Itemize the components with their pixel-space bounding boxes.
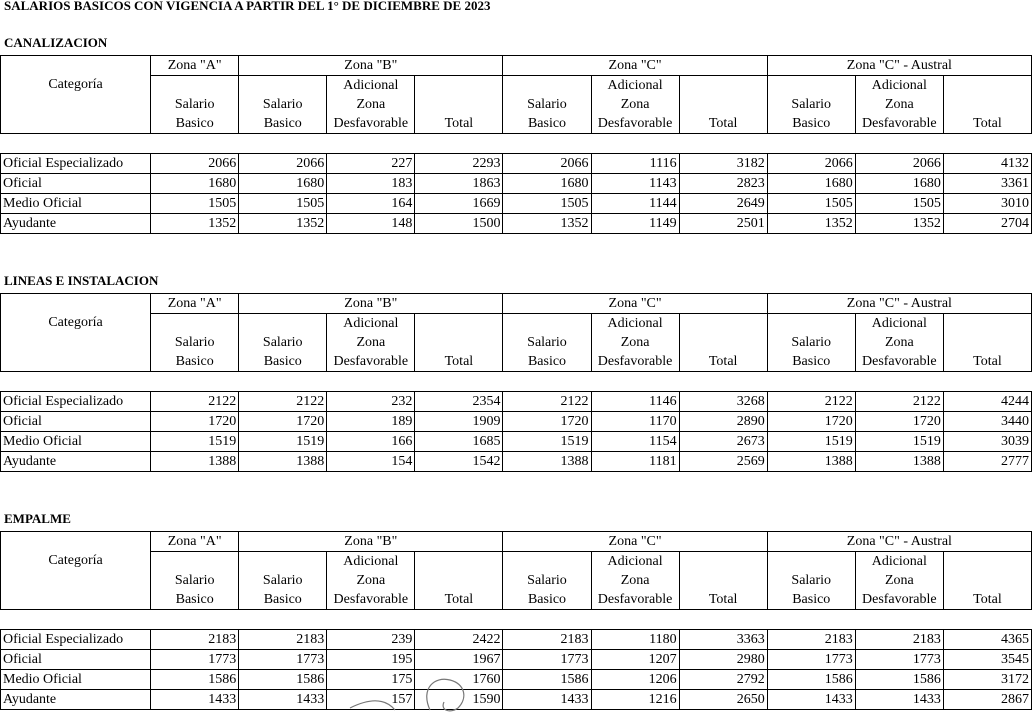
- section-title: CANALIZACION: [4, 35, 108, 50]
- zone-a-header: Zona "A": [151, 294, 239, 314]
- value-cell: 2066: [503, 154, 591, 174]
- value-cell: 1433: [855, 690, 943, 710]
- subheader-basico: Basico: [239, 352, 327, 372]
- value-cell: 1207: [591, 650, 679, 670]
- value-cell: 1206: [591, 670, 679, 690]
- value-cell: 2501: [679, 214, 767, 234]
- subheader-zona: Zona: [855, 333, 943, 352]
- subheader-empty: [503, 552, 591, 572]
- value-cell: 239: [327, 630, 415, 650]
- zone-c-header: Zona "C": [503, 532, 767, 552]
- value-cell: 1586: [503, 670, 591, 690]
- value-cell: 1388: [239, 452, 327, 472]
- subheader-empty: [415, 333, 503, 352]
- value-cell: 1388: [503, 452, 591, 472]
- zone-c-austral-header: Zona "C" - Austral: [767, 56, 1031, 76]
- subheader-total: Total: [679, 590, 767, 610]
- value-cell: 1773: [503, 650, 591, 670]
- value-cell: 1149: [591, 214, 679, 234]
- category-cell: Ayudante: [1, 214, 151, 234]
- subheader-basico: Basico: [767, 590, 855, 610]
- value-cell: 157: [327, 690, 415, 710]
- subheader-empty: [503, 76, 591, 96]
- value-cell: 154: [327, 452, 415, 472]
- table-row: [1, 432, 1032, 452]
- value-cell: 1720: [855, 412, 943, 432]
- value-cell: 1505: [767, 194, 855, 214]
- value-cell: 1586: [767, 670, 855, 690]
- value-cell: 2673: [679, 432, 767, 452]
- value-cell: 1680: [767, 174, 855, 194]
- category-cell: Oficial: [1, 174, 151, 194]
- subheader-zona: Zona: [327, 571, 415, 590]
- subheader-total: Total: [415, 114, 503, 134]
- value-cell: 2122: [239, 392, 327, 412]
- value-cell: 2867: [943, 690, 1031, 710]
- subheader-salario: Salario: [503, 571, 591, 590]
- value-cell: 1433: [239, 690, 327, 710]
- value-cell: 1586: [239, 670, 327, 690]
- subheader-salario: Salario: [151, 95, 239, 114]
- value-cell: 3039: [943, 432, 1031, 452]
- subheader-empty: [239, 552, 327, 572]
- subheader-desfavorable: Desfavorable: [327, 114, 415, 134]
- subheader-empty: [415, 552, 503, 572]
- table-row: [1, 630, 1032, 650]
- value-cell: 4132: [943, 154, 1031, 174]
- value-cell: 175: [327, 670, 415, 690]
- subheader-empty: [679, 76, 767, 96]
- value-cell: 1720: [151, 412, 239, 432]
- category-header: Categoría: [1, 56, 151, 134]
- subheader-empty: [767, 552, 855, 572]
- subheader-basico: Basico: [151, 590, 239, 610]
- value-cell: 1669: [415, 194, 503, 214]
- table-row: [1, 452, 1032, 472]
- subheader-adicional: Adicional: [591, 552, 679, 572]
- subheader-total: Total: [415, 590, 503, 610]
- subheader-desfavorable: Desfavorable: [855, 114, 943, 134]
- subheader-salario: Salario: [151, 333, 239, 352]
- subheader-salario: Salario: [151, 571, 239, 590]
- subheader-zona: Zona: [591, 95, 679, 114]
- subheader-empty: [415, 314, 503, 334]
- value-cell: 2066: [239, 154, 327, 174]
- subheader-basico: Basico: [503, 590, 591, 610]
- value-cell: 2183: [855, 630, 943, 650]
- category-cell: Medio Oficial: [1, 670, 151, 690]
- value-cell: 1352: [151, 214, 239, 234]
- category-cell: Ayudante: [1, 452, 151, 472]
- value-cell: 2649: [679, 194, 767, 214]
- salary-data-table: [0, 629, 1032, 710]
- subheader-empty: [679, 95, 767, 114]
- document-title: SALARIOS BASICOS CON VIGENCIA A PARTIR DEL 1° DE DICIEMBRE DE 2023: [4, 0, 491, 13]
- value-cell: 1720: [239, 412, 327, 432]
- category-cell: Oficial Especializado: [1, 154, 151, 174]
- subheader-empty: [679, 314, 767, 334]
- subheader-zona: Zona: [327, 95, 415, 114]
- subheader-desfavorable: Desfavorable: [855, 590, 943, 610]
- value-cell: 1720: [503, 412, 591, 432]
- value-cell: 2066: [767, 154, 855, 174]
- subheader-adicional: Adicional: [855, 552, 943, 572]
- value-cell: 2183: [239, 630, 327, 650]
- value-cell: 2354: [415, 392, 503, 412]
- subheader-empty: [503, 314, 591, 334]
- subheader-basico: Basico: [239, 590, 327, 610]
- value-cell: 1680: [151, 174, 239, 194]
- subheader-basico: Basico: [503, 114, 591, 134]
- value-cell: 3361: [943, 174, 1031, 194]
- value-cell: 189: [327, 412, 415, 432]
- value-cell: 1519: [767, 432, 855, 452]
- value-cell: 3172: [943, 670, 1031, 690]
- value-cell: 1143: [591, 174, 679, 194]
- table-row: [1, 194, 1032, 214]
- value-cell: 1433: [503, 690, 591, 710]
- subheader-adicional: Adicional: [327, 552, 415, 572]
- subheader-zona: Zona: [855, 95, 943, 114]
- zone-b-header: Zona "B": [239, 294, 503, 314]
- value-cell: 1500: [415, 214, 503, 234]
- value-cell: 1680: [503, 174, 591, 194]
- subheader-empty: [943, 95, 1031, 114]
- value-cell: 2569: [679, 452, 767, 472]
- value-cell: 183: [327, 174, 415, 194]
- subheader-adicional: Adicional: [327, 76, 415, 96]
- value-cell: 1680: [855, 174, 943, 194]
- subheader-adicional: Adicional: [327, 314, 415, 334]
- value-cell: 166: [327, 432, 415, 452]
- table-row: [1, 392, 1032, 412]
- table-row: [1, 154, 1032, 174]
- subheader-empty: [943, 76, 1031, 96]
- subheader-desfavorable: Desfavorable: [591, 352, 679, 372]
- category-header: Categoría: [1, 294, 151, 372]
- value-cell: 1519: [503, 432, 591, 452]
- value-cell: 1967: [415, 650, 503, 670]
- subheader-salario: Salario: [767, 333, 855, 352]
- value-cell: 1720: [767, 412, 855, 432]
- subheader-desfavorable: Desfavorable: [327, 590, 415, 610]
- value-cell: 2183: [767, 630, 855, 650]
- value-cell: 1388: [151, 452, 239, 472]
- value-cell: 4244: [943, 392, 1031, 412]
- subheader-empty: [679, 571, 767, 590]
- subheader-adicional: Adicional: [591, 76, 679, 96]
- subheader-basico: Basico: [767, 114, 855, 134]
- value-cell: 1154: [591, 432, 679, 452]
- value-cell: 1505: [503, 194, 591, 214]
- value-cell: 2777: [943, 452, 1031, 472]
- subheader-salario: Salario: [239, 333, 327, 352]
- value-cell: 2066: [855, 154, 943, 174]
- subheader-empty: [943, 314, 1031, 334]
- subheader-empty: [943, 571, 1031, 590]
- subheader-empty: [679, 333, 767, 352]
- value-cell: 1519: [151, 432, 239, 452]
- table-row: [1, 670, 1032, 690]
- zone-b-header: Zona "B": [239, 56, 503, 76]
- value-cell: 2122: [503, 392, 591, 412]
- value-cell: 1519: [855, 432, 943, 452]
- subheader-salario: Salario: [767, 95, 855, 114]
- value-cell: 2183: [503, 630, 591, 650]
- value-cell: 2704: [943, 214, 1031, 234]
- value-cell: 1352: [855, 214, 943, 234]
- subheader-empty: [239, 76, 327, 96]
- subheader-adicional: Adicional: [855, 76, 943, 96]
- salary-header-table: [0, 531, 1032, 610]
- value-cell: 4365: [943, 630, 1031, 650]
- subheader-empty: [767, 314, 855, 334]
- subheader-zona: Zona: [591, 571, 679, 590]
- value-cell: 2122: [855, 392, 943, 412]
- zone-c-austral-header: Zona "C" - Austral: [767, 532, 1031, 552]
- value-cell: 1586: [855, 670, 943, 690]
- subheader-empty: [415, 95, 503, 114]
- subheader-empty: [767, 76, 855, 96]
- value-cell: 1116: [591, 154, 679, 174]
- subheader-zona: Zona: [327, 333, 415, 352]
- value-cell: 1909: [415, 412, 503, 432]
- value-cell: 148: [327, 214, 415, 234]
- salary-header-table: [0, 293, 1032, 372]
- subheader-empty: [679, 552, 767, 572]
- section-title: EMPALME: [4, 511, 71, 526]
- section-title: LINEAS E INSTALACION: [4, 273, 159, 288]
- value-cell: 1773: [767, 650, 855, 670]
- value-cell: 1519: [239, 432, 327, 452]
- table-row: [1, 690, 1032, 710]
- subheader-empty: [151, 314, 239, 334]
- value-cell: 3010: [943, 194, 1031, 214]
- subheader-basico: Basico: [151, 352, 239, 372]
- subheader-zona: Zona: [591, 333, 679, 352]
- table-row: [1, 214, 1032, 234]
- subheader-salario: Salario: [239, 571, 327, 590]
- value-cell: 1505: [151, 194, 239, 214]
- subheader-empty: [239, 314, 327, 334]
- value-cell: 1773: [239, 650, 327, 670]
- category-cell: Oficial: [1, 412, 151, 432]
- subheader-salario: Salario: [239, 95, 327, 114]
- value-cell: 1216: [591, 690, 679, 710]
- value-cell: 3268: [679, 392, 767, 412]
- value-cell: 2792: [679, 670, 767, 690]
- salary-header-table: [0, 55, 1032, 134]
- value-cell: 1863: [415, 174, 503, 194]
- value-cell: 1388: [855, 452, 943, 472]
- value-cell: 1685: [415, 432, 503, 452]
- salary-data-table: [0, 391, 1032, 472]
- category-cell: Medio Oficial: [1, 194, 151, 214]
- subheader-basico: Basico: [767, 352, 855, 372]
- category-cell: Oficial Especializado: [1, 392, 151, 412]
- subheader-empty: [943, 333, 1031, 352]
- value-cell: 2183: [151, 630, 239, 650]
- zone-b-header: Zona "B": [239, 532, 503, 552]
- value-cell: 1505: [239, 194, 327, 214]
- value-cell: 1433: [151, 690, 239, 710]
- value-cell: 1146: [591, 392, 679, 412]
- subheader-zona: Zona: [855, 571, 943, 590]
- zone-c-austral-header: Zona "C" - Austral: [767, 294, 1031, 314]
- value-cell: 1352: [503, 214, 591, 234]
- value-cell: 227: [327, 154, 415, 174]
- zone-c-header: Zona "C": [503, 56, 767, 76]
- value-cell: 1352: [239, 214, 327, 234]
- value-cell: 1680: [239, 174, 327, 194]
- subheader-adicional: Adicional: [591, 314, 679, 334]
- subheader-desfavorable: Desfavorable: [327, 352, 415, 372]
- value-cell: 2293: [415, 154, 503, 174]
- subheader-desfavorable: Desfavorable: [591, 114, 679, 134]
- table-row: [1, 412, 1032, 432]
- subheader-empty: [943, 552, 1031, 572]
- subheader-empty: [415, 76, 503, 96]
- subheader-basico: Basico: [151, 114, 239, 134]
- value-cell: 1590: [415, 690, 503, 710]
- value-cell: 164: [327, 194, 415, 214]
- value-cell: 1352: [767, 214, 855, 234]
- subheader-total: Total: [415, 352, 503, 372]
- value-cell: 1586: [151, 670, 239, 690]
- zone-a-header: Zona "A": [151, 56, 239, 76]
- value-cell: 2980: [679, 650, 767, 670]
- table-row: [1, 174, 1032, 194]
- subheader-total: Total: [679, 352, 767, 372]
- subheader-empty: [151, 76, 239, 96]
- value-cell: 195: [327, 650, 415, 670]
- subheader-salario: Salario: [503, 95, 591, 114]
- value-cell: 1181: [591, 452, 679, 472]
- subheader-salario: Salario: [767, 571, 855, 590]
- value-cell: 2066: [151, 154, 239, 174]
- value-cell: 1388: [767, 452, 855, 472]
- value-cell: 2890: [679, 412, 767, 432]
- category-cell: Oficial Especializado: [1, 630, 151, 650]
- value-cell: 1505: [855, 194, 943, 214]
- value-cell: 2650: [679, 690, 767, 710]
- category-header: Categoría: [1, 532, 151, 610]
- subheader-total: Total: [679, 114, 767, 134]
- value-cell: 2122: [767, 392, 855, 412]
- value-cell: 1773: [151, 650, 239, 670]
- value-cell: 1180: [591, 630, 679, 650]
- zone-c-header: Zona "C": [503, 294, 767, 314]
- value-cell: 3440: [943, 412, 1031, 432]
- value-cell: 1170: [591, 412, 679, 432]
- value-cell: 1542: [415, 452, 503, 472]
- value-cell: 1773: [855, 650, 943, 670]
- category-cell: Oficial: [1, 650, 151, 670]
- salary-data-table: [0, 153, 1032, 234]
- subheader-empty: [415, 571, 503, 590]
- subheader-adicional: Adicional: [855, 314, 943, 334]
- value-cell: 3363: [679, 630, 767, 650]
- subheader-total: Total: [943, 352, 1031, 372]
- value-cell: 2823: [679, 174, 767, 194]
- subheader-empty: [151, 552, 239, 572]
- category-cell: Medio Oficial: [1, 432, 151, 452]
- value-cell: 232: [327, 392, 415, 412]
- value-cell: 2422: [415, 630, 503, 650]
- value-cell: 1144: [591, 194, 679, 214]
- subheader-total: Total: [943, 114, 1031, 134]
- value-cell: 3182: [679, 154, 767, 174]
- subheader-desfavorable: Desfavorable: [591, 590, 679, 610]
- category-cell: Ayudante: [1, 690, 151, 710]
- value-cell: 1760: [415, 670, 503, 690]
- value-cell: 3545: [943, 650, 1031, 670]
- subheader-salario: Salario: [503, 333, 591, 352]
- subheader-basico: Basico: [239, 114, 327, 134]
- zone-a-header: Zona "A": [151, 532, 239, 552]
- value-cell: 2122: [151, 392, 239, 412]
- subheader-basico: Basico: [503, 352, 591, 372]
- subheader-desfavorable: Desfavorable: [855, 352, 943, 372]
- table-row: [1, 650, 1032, 670]
- value-cell: 1433: [767, 690, 855, 710]
- subheader-total: Total: [943, 590, 1031, 610]
